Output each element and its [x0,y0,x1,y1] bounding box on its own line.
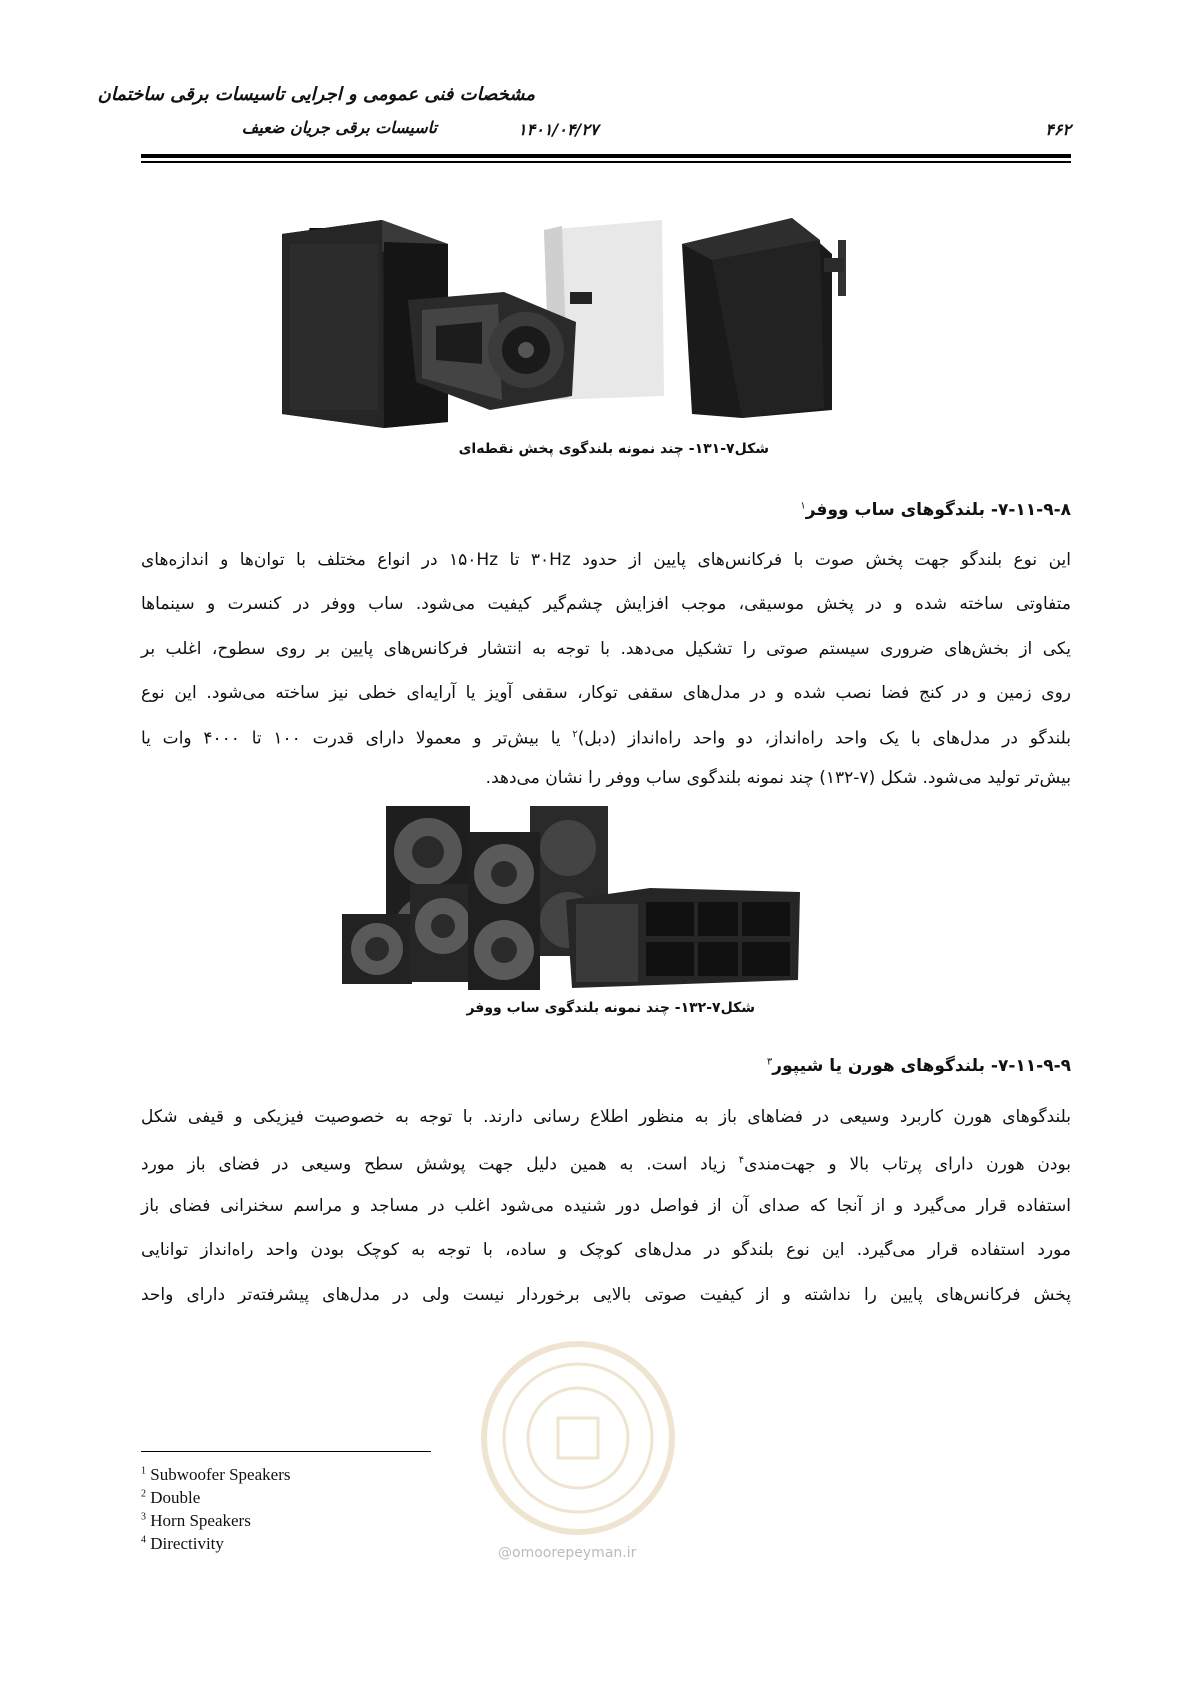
footnote-ref-1: ۱ [800,500,806,512]
footnote [141,1534,224,1554]
figure-point-speakers [272,214,932,436]
footnote-text: Double [150,1488,201,1507]
footnote-text: Directivity [150,1534,224,1553]
watermark-seal-image [478,1338,678,1538]
footnote-ref-3: ۳ [766,1056,773,1068]
paragraph-line: یکی از بخش‌های ضروری سیستم صوتی را تشکیل می‌دهد. با توجه به انتشار فرکانس‌های پایین بر روی سطوح، اغلب بر [141,639,1071,659]
section-heading-subwoofer-text: ۷-۱۱-۹-۸- بلندگوهای ساب ووفر [805,500,1071,520]
footnote-number: 3 [141,1511,146,1523]
footnote-text: Subwoofer Speakers [150,1465,291,1484]
paragraph-text: یا بیش‌تر و معمولا دارای قدرت ۱۰۰ تا ۴۰۰۰ وات یا [141,728,573,749]
footnote-number: 1 [141,1465,146,1477]
paragraph-line: روی زمین و در کنج فضا نصب شده و در مدل‌های سقفی توکار، سقفی آویز یا آرایه‌ای خطی نیز ساخته می‌شود. این نوع [141,683,1071,703]
paragraph-line: متفاوتی ساخته شده و در پخش موسیقی، موجب افزایش چشم‌گیر کیفیت می‌شود. ساب ووفر در کنسرت و سینماها [141,594,1071,614]
document-subtitle: تاسیسات برقی جریان ضعیف [241,118,437,137]
paragraph-text: زیاد است. به همین دلیل جهت پوشش سطح وسیعی در فضای باز مورد [141,1154,739,1175]
footnote [141,1511,251,1531]
header-rule-thin [141,161,1071,163]
paragraph-text: بودن هورن دارای پرتاب بالا و جهت‌مندی [744,1154,1072,1175]
footnote-ref-4: ۴ [738,1155,745,1166]
paragraph-line: استفاده قرار می‌گیرد و از آنجا که صدای آن از فواصل دور شنیده می‌شود اغلب در مساجد و مراسم سخنرانی فضای باز [141,1196,1071,1216]
section-heading-horn-text: ۷-۱۱-۹-۹- بلندگوهای هورن یا شیپور [772,1056,1071,1076]
figure1-caption: شکل۷-۱۳۱- چند نمونه بلندگوی پخش نقطه‌ای [458,441,769,457]
paragraph-line [141,1146,1071,1176]
footnote-number: 4 [141,1534,146,1546]
header-rule [141,154,1071,158]
paragraph-line: بلندگوهای هورن کاربرد وسیعی در فضاهای باز به منظور اطلاع رسانی دارند. با توجه به خصوصیت فیزیکی و قیفی شکل [141,1107,1071,1127]
document-date: ۱۴۰۱/۰۴/۲۷ [518,120,599,139]
section-heading-subwoofer [800,500,1071,520]
footnote-rule [141,1451,431,1452]
paragraph-line: بیش‌تر تولید می‌شود. شکل (۷-۱۳۲) چند نمونه بلندگوی ساب ووفر را نشان می‌دهد. [485,768,1071,788]
paragraph-line: پخش فرکانس‌های پایین را نداشته و از کیفیت صوتی بالایی برخوردار نیست ولی در مدل‌های پیشرفته‌تر دارای واحد [141,1285,1071,1305]
footnote [141,1488,200,1508]
subwoofer-single-image [342,914,412,984]
figure2-caption: شکل۷-۱۳۲- چند نمونه بلندگوی ساب ووفر [466,1000,755,1016]
page-number: ۴۶۲ [1045,120,1071,139]
paragraph-line: مورد استفاده قرار می‌گیرد. این نوع بلندگو در مدل‌های کوچک و ساده، با توجه به کوچک بودن واحد راه‌انداز توانایی [141,1240,1071,1260]
paragraph-text: بلندگو در مدل‌های با یک واحد راه‌انداز، دو واحد راه‌انداز (دبل) [577,728,1072,749]
footnote-ref-2: ۲ [572,729,578,740]
subwoofer-horizontal-image [566,888,800,988]
paragraph-line: این نوع بلندگو جهت پخش صوت با فرکانس‌های پایین از حدود ۳۰Hz تا ۱۵۰Hz در انواع مختلف با توان‌ها و اندازه‌های [141,550,1071,570]
footnote-number: 2 [141,1488,146,1500]
watermark-url: @omoorepeyman.ir [498,1545,637,1561]
footnote-text: Horn Speakers [150,1511,251,1530]
section-heading-horn [767,1056,1071,1076]
figure-subwoofers [340,804,802,992]
document-title: مشخصات فنی عمومی و اجرایی تاسیسات برقی ساختمان [97,84,535,105]
paragraph-line [141,720,1071,750]
speaker-black-bracket-image [682,218,846,418]
footnote [141,1465,290,1485]
